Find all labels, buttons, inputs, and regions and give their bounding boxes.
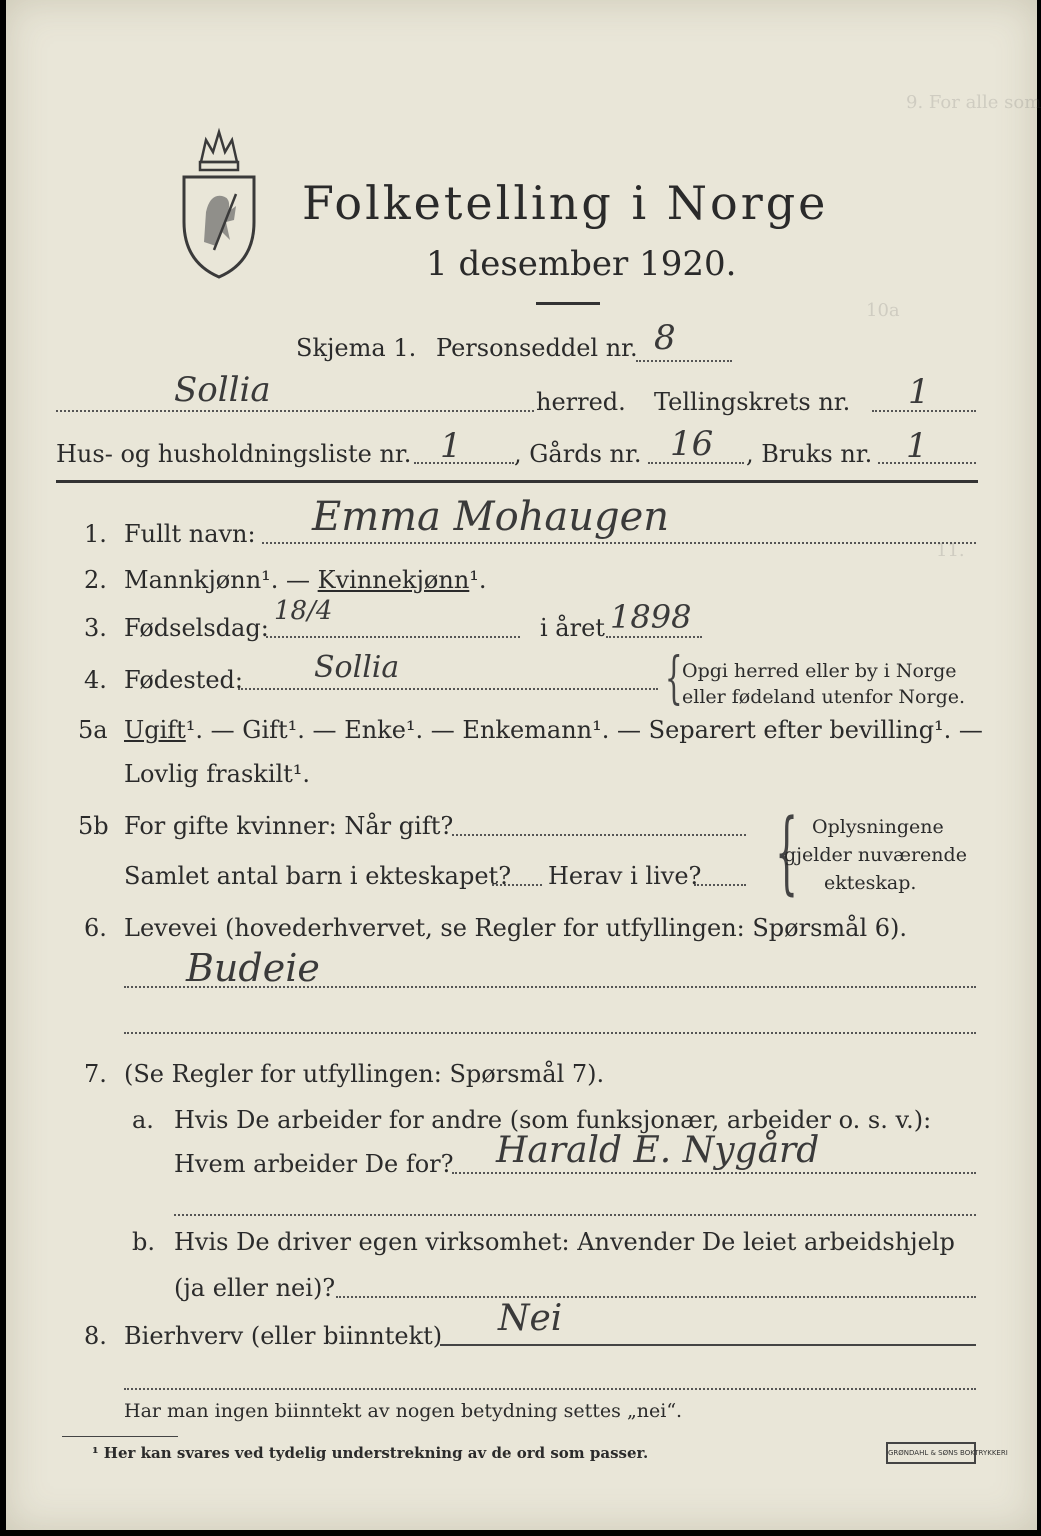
q3-number: 3. <box>84 614 107 642</box>
q5b-married-when-label: For gifte kvinner: Når gift? <box>124 812 454 840</box>
q3-year-value[interactable]: 1898 <box>610 598 692 636</box>
q8-side-income-value[interactable]: Nei <box>498 1298 563 1339</box>
census-form-page <box>6 0 1041 1530</box>
q2-number: 2. <box>84 566 107 594</box>
q3-year-line <box>606 636 702 638</box>
q5a-number: 5a <box>78 716 108 744</box>
q5b-note-line1: Oplysningene <box>812 816 944 838</box>
footer-note: Har man ingen biinntekt av nogen betydning settes „nei“. <box>124 1400 683 1422</box>
q2-suffix: ¹. <box>469 566 487 594</box>
q8-number: 8. <box>84 1322 107 1350</box>
footnote-divider <box>62 1436 178 1437</box>
q5b-brace: { <box>775 800 799 905</box>
q7a-employer-label: Hvem arbeider De for? <box>174 1150 454 1178</box>
q8-label: Bierhverv (eller biinntekt) <box>124 1322 443 1350</box>
norwegian-coat-of-arms-icon <box>176 122 262 282</box>
q4-label: Fødested: <box>124 666 243 694</box>
q3-year-label: i året <box>540 614 605 642</box>
bruks-value[interactable]: 1 <box>906 426 928 466</box>
q3-label: Fødselsdag: <box>124 614 269 642</box>
q8-extra-line <box>124 1388 976 1390</box>
header-rule <box>56 480 978 483</box>
q2-gender-options <box>124 566 487 594</box>
q7a-employer-value[interactable]: Harald E. Nygård <box>496 1130 820 1171</box>
q4-line <box>238 688 658 690</box>
q1-full-name-value[interactable]: Emma Mohaugen <box>312 494 670 540</box>
q4-brace: { <box>664 646 683 711</box>
q5b-children-line <box>492 884 542 886</box>
q2-kvinnekjonn[interactable]: Kvinnekjønn <box>317 566 470 594</box>
q5b-children-label: Samlet antal barn i ekteskapet? <box>124 862 512 890</box>
q5a-options <box>124 716 983 744</box>
husholdningsliste-value[interactable]: 1 <box>440 426 462 466</box>
form-title: Folketelling i Norge <box>302 176 829 230</box>
printer-stamp: GRØNDAHL & SØNS BOKTRYKKERI <box>886 1442 976 1464</box>
footnote: ¹ Her kan svares ved tydelig understrekning av de ord som passer. <box>92 1444 649 1462</box>
q7b-label-line2: (ja eller nei)? <box>174 1274 336 1302</box>
husholdningsliste-label: Hus- og husholdningsliste nr. <box>56 440 412 468</box>
q7a-extra-line <box>174 1214 976 1216</box>
q6-line1 <box>124 986 976 988</box>
q5b-married-when-line <box>452 834 746 836</box>
q7b-number: b. <box>132 1228 155 1256</box>
q5a-ugift[interactable]: Ugift <box>124 716 186 744</box>
skjema-label: Skjema 1. <box>296 334 417 362</box>
q5b-alive-label: Herav i live? <box>548 862 702 890</box>
tellingskrets-label: Tellingskrets nr. <box>654 388 851 416</box>
q7-label: (Se Regler for utfyllingen: Spørsmål 7). <box>124 1060 605 1088</box>
gards-label: , Gårds nr. <box>514 440 642 468</box>
q2-mannkjonn: Mannkjønn¹. — <box>124 566 318 594</box>
q4-note-line2: eller fødeland utenfor Norge. <box>682 686 966 708</box>
q4-number: 4. <box>84 666 107 694</box>
husholdningsliste-line <box>414 462 514 464</box>
q7b-line <box>336 1296 976 1298</box>
q3-birthday-line <box>266 636 520 638</box>
q7b-label: Hvis De driver egen virksomhet: Anvender De leiet arbeidshjelp <box>174 1228 955 1256</box>
q5b-note-line3: ekteskap. <box>824 872 917 894</box>
q6-label: Levevei (hovederhvervet, se Regler for utfyllingen: Spørsmål 6). <box>124 914 908 942</box>
title-divider <box>536 302 600 305</box>
census-date: 1 desember 1920. <box>426 244 737 284</box>
q5b-alive-line <box>694 884 746 886</box>
q3-birthday-value[interactable]: 18/4 <box>274 596 333 626</box>
q6-occupation-value[interactable]: Budeie <box>186 946 320 990</box>
q7a-employer-line <box>452 1172 976 1174</box>
q1-label: Fullt navn: <box>124 520 256 548</box>
q4-birthplace-value[interactable]: Sollia <box>314 650 400 685</box>
bruks-label: , Bruks nr. <box>746 440 873 468</box>
q7a-label: Hvis De arbeider for andre (som funksjonær, arbeider o. s. v.): <box>174 1106 932 1134</box>
q5b-number: 5b <box>78 812 109 840</box>
bleed-through-text: 10a <box>866 300 900 321</box>
q5a-line2: Lovlig fraskilt¹. <box>124 760 311 788</box>
q5a-other-options: ¹. — Gift¹. — Enke¹. — Enkemann¹. — Separert efter bevilling¹. — <box>185 716 983 744</box>
gards-value[interactable]: 16 <box>670 424 714 464</box>
herred-value[interactable]: Sollia <box>174 370 271 410</box>
q8-line <box>440 1344 976 1346</box>
personseddel-label: Personseddel nr. <box>436 334 638 362</box>
q4-note-line1: Opgi herred eller by i Norge <box>682 660 957 682</box>
q6-line2 <box>124 1032 976 1034</box>
tellingskrets-value[interactable]: 1 <box>908 372 930 412</box>
q7-number: 7. <box>84 1060 107 1088</box>
q1-line <box>262 542 976 544</box>
q1-number: 1. <box>84 520 107 548</box>
herred-label: herred. <box>536 388 626 416</box>
bleed-through-text: 11. <box>936 540 965 561</box>
bleed-through-text: 9. For alle som <box>906 92 1041 113</box>
personseddel-value[interactable]: 8 <box>654 318 676 358</box>
q5b-note-line2: gjelder nuværende <box>784 844 967 866</box>
personseddel-line <box>636 360 732 362</box>
q6-number: 6. <box>84 914 107 942</box>
q7a-number: a. <box>132 1106 154 1134</box>
herred-line <box>56 410 534 412</box>
